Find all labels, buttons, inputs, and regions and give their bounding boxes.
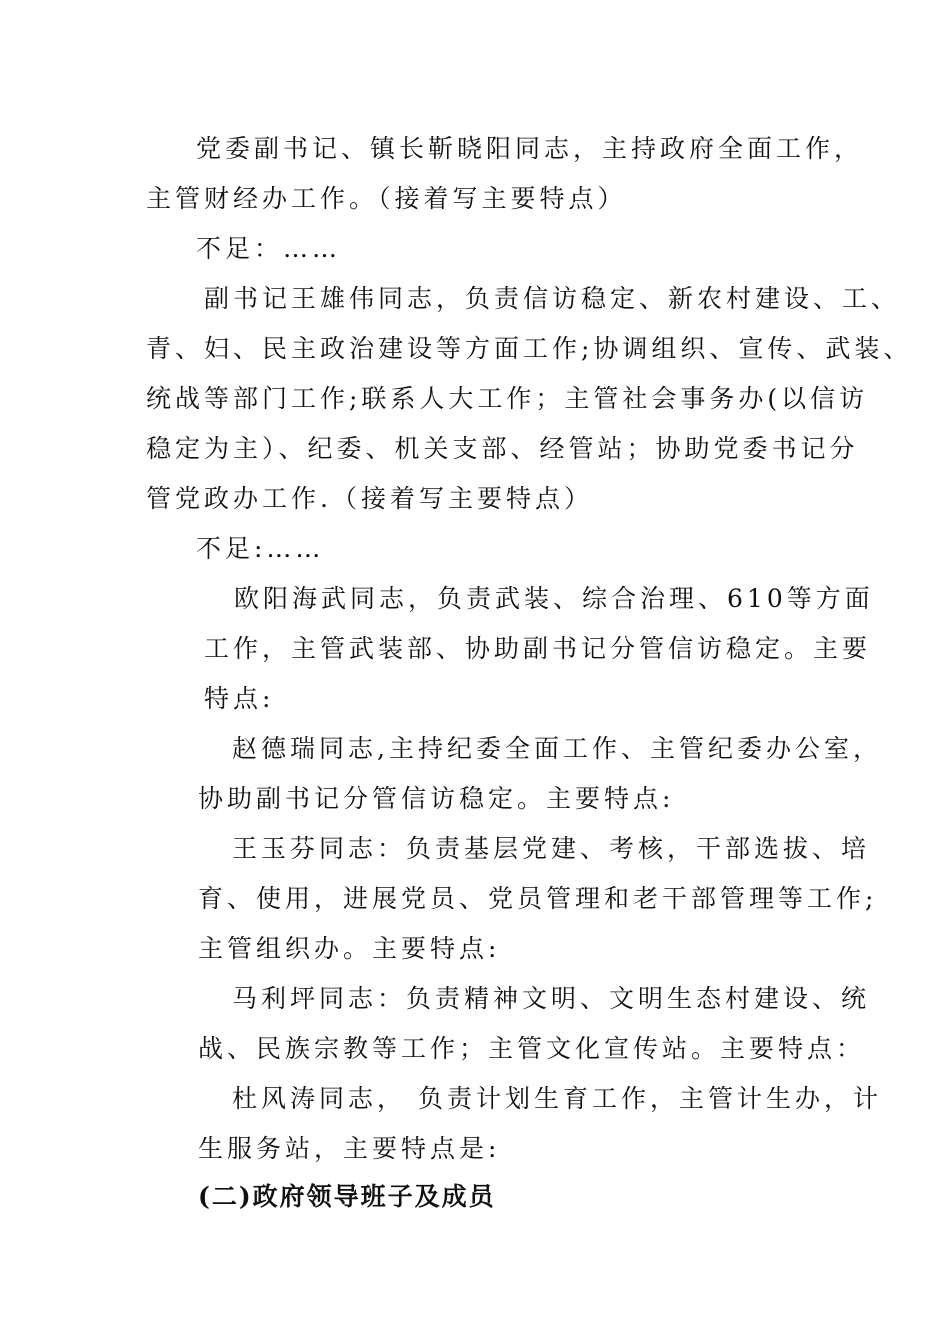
text-line: 欧阳海武同志，负责武装、综合治理、610等方面 bbox=[234, 584, 874, 613]
text-line: 特点: bbox=[204, 684, 275, 713]
text-line: 青、妇、民主政治建设等方面工作;协调组织、宣传、武装、 bbox=[146, 334, 913, 363]
text-line: 党委副书记、镇长靳晓阳同志，主持政府全面工作， bbox=[196, 134, 864, 163]
text-line: 工作，主管武装部、协助副书记分管信访稳定。主要 bbox=[204, 634, 872, 663]
text-line: 王玉芬同志：负责基层党建、考核，干部选拔、培 bbox=[232, 834, 871, 863]
text-line: 赵德瑞同志,主持纪委全面工作、主管纪委办公室， bbox=[232, 734, 882, 763]
text-line: 不足:…… bbox=[196, 534, 325, 563]
text-line: 管党政办工作.（接着写主要特点） bbox=[146, 484, 593, 513]
text-line: 稳定为主）、纪委、机关支部、经管站；协助党委书记分 bbox=[146, 434, 859, 463]
text-line: 战、民族宗教等工作；主管文化宣传站。主要特点： bbox=[198, 1034, 866, 1063]
text-line: 育、使用，进展党员、党员管理和老干部管理等工作; bbox=[198, 884, 878, 913]
text-line: 副书记王雄伟同志，负责信访稳定、新农村建设、工、 bbox=[204, 284, 901, 313]
text-line: 不足：…… bbox=[196, 234, 342, 263]
text-line: 生服务站，主要特点是: bbox=[198, 1134, 501, 1163]
text-line: 协助副书记分管信访稳定。主要特点: bbox=[198, 784, 675, 813]
text-line: 主管组织办。主要特点: bbox=[198, 934, 501, 963]
text-line: 统战等部门工作;联系人大工作；主管社会事务办(以信访 bbox=[146, 384, 869, 413]
text-line: 马利坪同志：负责精神文明、文明生态村建设、统 bbox=[232, 984, 871, 1013]
section-heading: (二)政府领导班子及成员 bbox=[198, 1182, 496, 1211]
text-line: 杜风涛同志， 负责计划生育工作，主管计生办，计 bbox=[232, 1084, 882, 1113]
text-line: 主管财经办工作。（接着写主要特点） bbox=[146, 184, 627, 213]
